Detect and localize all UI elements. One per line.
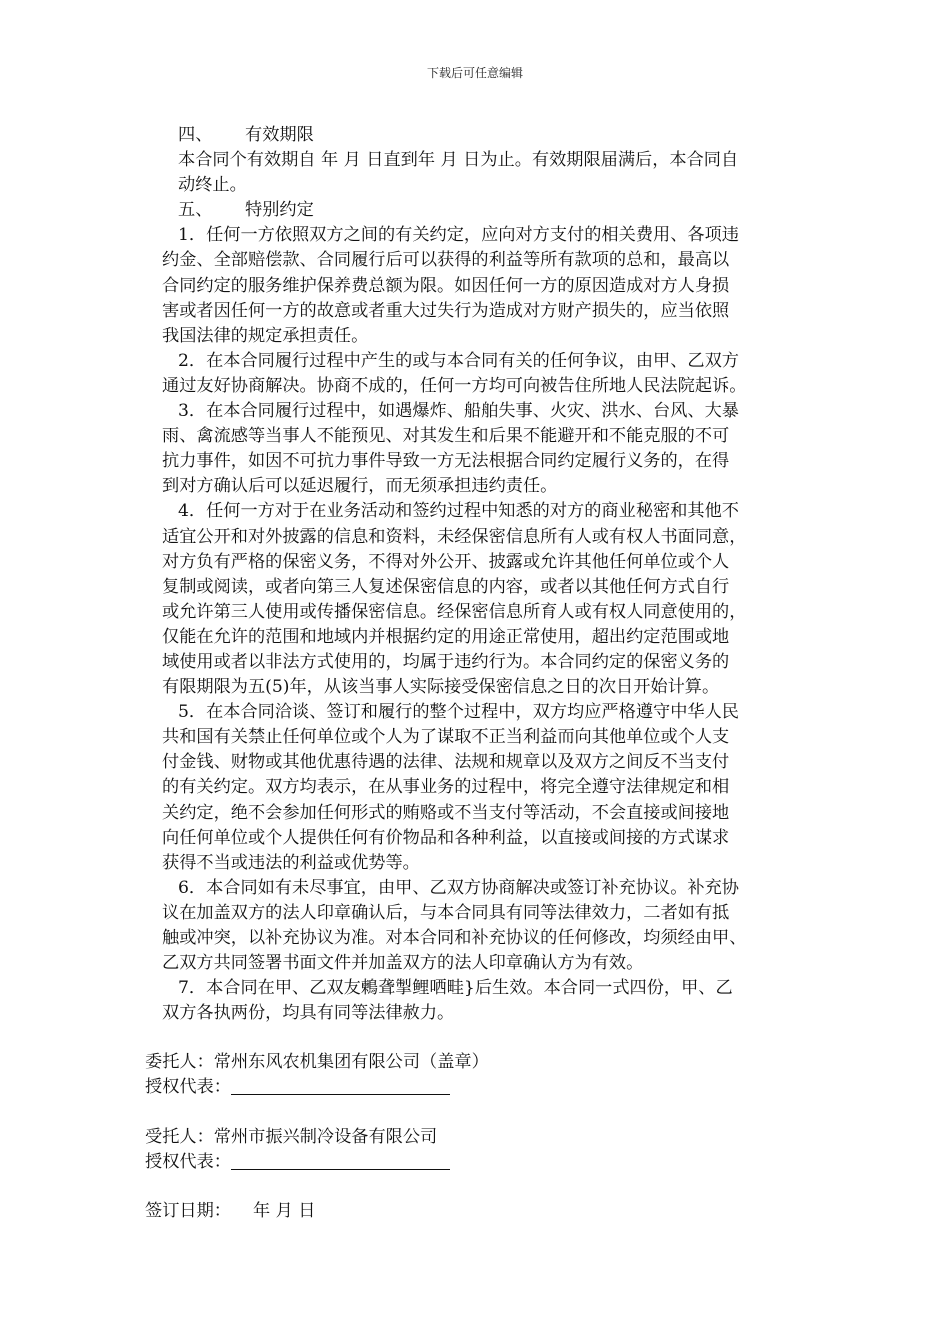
contractor-signature-field[interactable] [231,1152,450,1170]
clause-line: 通过友好协商解决。协商不成的，任何一方均可向被告住所地人民法院起诉。 [162,375,747,396]
section-title: 特别约定 [245,200,314,221]
page-header: 下载后可任意编辑 [426,66,523,80]
clause-line: 向任何单位或个人提供任何有价物品和各种利益，以直接或间接的方式谋求 [162,827,730,848]
clause-line: 议在加盖双方的法人印章确认后，与本合同具有同等法律效力，二者如有抵 [162,902,730,923]
clause-line: 雨、禽流感等当事人不能预见、对其发生和后果不能避开和不能克服的不可 [162,426,730,447]
clause-first-line: 7．本合同在甲、乙双友鶫聋掣鲤哂畦}后生效。本合同一式四份，甲、乙 [178,978,733,999]
section-heading [0,123,950,148]
clause-line: 对方负有严格的保密义务，不得对外公开、披露或允许其他任何单位或个人 [162,551,730,572]
clause-first-line: 3．在本合同履行过程中，如遇爆炸、船舶失事、火灾、洪水、台风、大暴 [178,401,739,422]
clause-line: 双方各执两份，均具有同等法律赦力。 [162,1003,455,1024]
clause-line: 或允许第三人使用或传播保密信息。经保密信息所育人或有权人同意使用的， [162,601,747,622]
clause-line: 到对方确认后可以延迟履行，而无须承担违约责任。 [162,476,558,497]
clause-line: 合同约定的服务维护保养费总额为限。如因任何一方的原因造成对方人身损 [162,275,730,296]
client-rep-line [0,1075,950,1100]
clause-first-line: 1．任何一方依照双方之间的有关约定，应向对方支付的相关费用、各项违 [178,225,739,246]
clause-line: 域使用或者以非法方式使用的，均属于违约行为。本合同约定的保密义务的 [162,651,730,672]
clause-first-line: 6．本合同如有未尽事宜，由甲、乙双方协商解决或签订补充协议。补充协 [178,877,739,898]
paragraph-line: 动终止。 [178,175,247,196]
clause-line: 关约定，绝不会参加任何形式的贿赂或不当支付等活动，不会直接或间接地 [162,802,730,823]
contractor-label: 受托人： [145,1126,214,1147]
clause-first-line: 4．任何一方对于在业务活动和签约过程中知悉的对方的商业秘密和其他不 [178,501,739,522]
contract-body [0,123,950,1224]
clause-line: 乙双方共同签署书面文件并加盖双方的法人印章确认方为有效。 [162,953,644,974]
clause-line: 触或冲突，以补充协议为准。对本合同和补充协议的任何修改，均须经由甲、 [162,928,747,948]
client-signature-field[interactable] [231,1077,450,1095]
clause-line: 付金钱、财物或其他优惠待遇的法律、法规和规章以及双方之间反不当支付 [162,752,730,773]
clause-line: 有限期限为五(5)年，从该当事人实际接受保密信息之日的次日开始计算。 [162,677,720,698]
clause-line: 我国法律的规定承担责任。 [162,325,369,346]
paragraph-line: 本合同个有效期自 年 月 日直到年 月 日为止。有效期限届满后，本合同自 [178,150,739,171]
client-label: 委托人： [145,1052,214,1073]
date-value: 年 月 日 [252,1200,316,1221]
clause-line: 约金、全部赔偿款、合同履行后可以获得的利益等所有款项的总和，最高以 [162,250,730,271]
date-line [0,1199,950,1224]
contractor-name: 常州市振兴制冷设备有限公司 [213,1126,438,1147]
clause-first-line: 2．在本合同履行过程中产生的或与本合同有关的任何争议，由甲、乙双方 [178,350,739,371]
clause-line: 仅能在允许的范围和地域内并根据约定的用途正常使用，超出约定范围或地 [162,626,730,647]
contractor-line [0,1125,950,1150]
contractor-rep-label: 授权代表： [145,1151,231,1172]
clause-line: 共和国有关禁止任何单位或个人为了谋取不正当利益而向其他单位或个人支 [162,727,730,748]
clause-line: 获得不当或违法的利益或优势等。 [162,852,420,873]
clause-line: 抗力事件，如因不可抗力事件导致一方无法根据合同约定履行义务的，在得 [162,451,730,472]
client-rep-label: 授权代表： [145,1077,231,1098]
client-name: 常州东风农机集团有限公司（盖章） [213,1052,489,1073]
clause-line: 的有关约定。双方均表示，在从事业务的过程中，将完全遵守法律规定和相 [162,777,730,798]
section-number: 四、 [178,125,213,145]
contractor-rep-line [0,1150,950,1175]
clause-line: 害或者因任何一方的故意或者重大过失行为造成对方财产损失的，应当依照 [162,300,730,321]
section-number: 五、 [178,200,213,221]
clause-line: 适宜公开和对外披露的信息和资料，未经保密信息所有人或有权人书面同意， [162,526,747,547]
section-heading [0,198,950,223]
section-title: 有效期限 [245,125,314,145]
client-line [0,1050,950,1075]
clause-first-line: 5．在本合同洽谈、签订和履行的整个过程中，双方均应严格遵守中华人民 [178,702,739,723]
clause-line: 复制或阅读，或者向第三人复述保密信息的内容，或者以其他任何方式自行 [162,576,730,597]
date-label: 签订日期： [145,1200,231,1221]
